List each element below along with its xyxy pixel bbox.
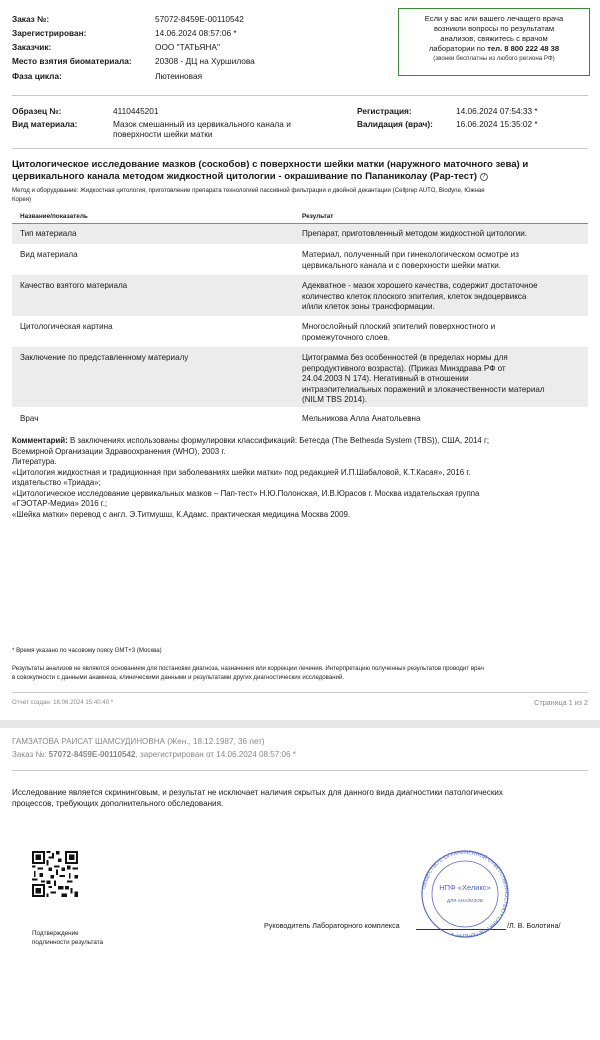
customer-label: Заказчик:: [12, 42, 52, 52]
row-result: Адекватное - мазок хорошего качества, содержит достаточное количество клеток плоского эпителия, клеток эндоцервикса и/или клеток зоны трансформации.: [302, 281, 538, 311]
screening-note: Исследование является скрининговым, и результат не исключает наличия скрытых для данного вида диагностики патологических процессов, требующих дополнительного обследования.: [12, 788, 503, 808]
row-name: Врач: [20, 414, 39, 423]
row-result: Материал, полученный при гинекологическом осмотре из цервикального канала и с поверхности шейки матки.: [302, 250, 519, 270]
sample-label: Образец №:: [12, 106, 62, 116]
row-name: Заключение по представленному материалу: [20, 353, 189, 362]
qr-caption: Подтверждение подлинности результата: [32, 930, 104, 946]
registered-value: 14.06.2024 08:57:06 *: [155, 28, 237, 38]
table-row: [12, 224, 588, 244]
comments-label: Комментарий:: [12, 436, 68, 445]
column-header-name: Название/показатель: [20, 213, 88, 220]
study-title-line-1: Цитологическое исследование мазков (соскобов) с поверхности шейки матки (наружного маточного зева) и: [12, 159, 529, 170]
cycle-phase-value: Лютеиновая: [155, 71, 203, 81]
contact-box: [398, 8, 590, 76]
table-row: [12, 347, 588, 407]
comments-line: «Шейка матки» перевод с англ. Э.Титмушш, К.Адамс. практическая медицина Москва 2009.: [12, 509, 351, 519]
comments-line: Всемирной Организации Здравоохранения (WHO), 2003 г.: [12, 446, 226, 456]
method-description: [12, 186, 592, 204]
order-value: 57072-8459E-00110542: [155, 14, 244, 24]
head-of-lab-label: Руководитель Лабораторного комплекса: [264, 921, 400, 930]
contact-note: (звонки бесплатны из любого региона РФ): [433, 55, 555, 62]
patient-info: ГАМЗАТОВА РАИСАТ ШАМСУДИНОВНА (Жен., 18.12.1987, 36 лет): [12, 737, 265, 746]
head-of-lab-name: /Л. В. Болотина/: [507, 921, 561, 930]
table-row: [12, 316, 588, 347]
comments-line: «Цитология жидкостная и традиционная при заболеваниях шейки матки» под редакцией И.П.Шабаловой, К.Т.Касая», 2016 г.: [12, 467, 471, 477]
order-number: 57072-8459E-00110542: [48, 750, 136, 759]
comments-line: В заключениях использованы формулировки классификаций: Бетесда (The Bethesda System (TBS)), США, 2014 г;: [67, 436, 490, 445]
divider: [12, 692, 588, 693]
stamp-ring-text: ОБЩЕСТВО С ОГРАНИЧЕННОЙ ОТВЕТСТВЕННОСТЬЮ • САНКТ-ПЕТЕРБУРГ •: [421, 850, 510, 938]
comments-block: [12, 436, 592, 520]
row-name: Вид материала: [20, 250, 78, 259]
sample-value: 4110445201: [113, 106, 159, 116]
row-result: Цитограмма без особенностей (в пределах нормы для репродуктивного возраста). (Приказ Минздрава РФ от 24.04.2003 N 174). Негативный в отношении интраэпителиальных поражений и злокачественности материал (NILM TBS 2014).: [302, 353, 545, 404]
order-label: Заказ №:: [12, 14, 50, 24]
method-line-1: Метод и оборудование: Жидкостная цитология, приготовление препарата технологией пассивной фильтрации и двойной декантации (Cellprep AUTO, Biodyne, Южная: [12, 187, 485, 194]
comments-line: «ГЭОТАР-Медиа» 2016 г.;: [12, 499, 108, 508]
registration-value: 14.06.2024 07:54:33 *: [456, 106, 538, 116]
divider: [12, 770, 588, 771]
page-separator: [0, 720, 600, 728]
validation-label: Валидация (врач):: [357, 119, 433, 129]
divider: [12, 95, 588, 96]
lab-stamp: [411, 850, 519, 938]
collection-place-label: Место взятия биоматериала:: [12, 56, 132, 66]
row-name: Цитологическая картина: [20, 322, 113, 331]
table-row: [12, 244, 588, 275]
material-value-1: Мазок смешанный из цервикального канала и: [113, 119, 291, 129]
customer-value: ООО "ТАТЬЯНА": [155, 42, 220, 52]
material-label: Вид материала:: [12, 119, 78, 129]
table-row: [12, 275, 588, 316]
contact-line-4: лаборатории по: [428, 44, 488, 53]
contact-line-1: Если у вас или вашего лечащего врача: [424, 14, 564, 23]
table-row: [12, 407, 588, 431]
stamp-title: НПФ «Хеликс»: [439, 883, 491, 892]
help-icon[interactable]: ?: [480, 173, 488, 181]
contact-line-2: возникли вопросы по результатам: [433, 24, 555, 33]
page-number: Страница 1 из 2: [534, 698, 588, 707]
qr-code[interactable]: [32, 851, 78, 897]
registration-label: Регистрация:: [357, 106, 412, 116]
report-created: Отчет создан: 16.06.2024 15:40:40 *: [12, 699, 114, 706]
divider: [12, 148, 588, 149]
study-title-line-2: цервикального канала методом жидкостной цитологии - окрашивание по Папаниколау (Pap-тест): [12, 171, 477, 182]
order-info: Заказ №: 57072-8459E-00110542, зарегистрирован от 14.06.2024 08:57:06 *: [12, 750, 296, 759]
study-title: [12, 159, 592, 183]
stamp-subtitle: ДЛЯ АНАЛИЗОВ: [447, 898, 483, 903]
method-line-2: Корея): [12, 196, 32, 203]
row-name: Качество взятого материала: [20, 281, 128, 290]
row-result: Препарат, приготовленный методом жидкостной цитологии.: [302, 229, 528, 238]
timezone-note: * Время указано по часовому поясу GMT+3 (Москва): [12, 647, 162, 654]
material-value-2: поверхности шейки матки: [113, 129, 213, 139]
column-header-result: Результат: [302, 213, 334, 220]
cycle-phase-label: Фаза цикла:: [12, 71, 62, 81]
comments-line: Литература.: [12, 457, 57, 466]
registered-label: Зарегистрирован:: [12, 28, 87, 38]
row-result: Мельникова Алла Анатольевна: [302, 414, 421, 423]
row-result: Многослойный плоский эпителий поверхностного и промежуточного слоев.: [302, 322, 496, 342]
collection-place-value: 20308 - ДЦ на Хуршилова: [155, 56, 255, 66]
contact-phone[interactable]: тел. 8 800 222 48 38: [487, 44, 560, 53]
validation-value: 16.06.2024 15:35:02 *: [456, 119, 538, 129]
row-name: Тип материала: [20, 229, 77, 238]
contact-line-3: анализов, свяжитесь с врачом: [440, 34, 548, 43]
comments-line: издательство «Триада»;: [12, 478, 101, 487]
comments-line: «Цитологическое исследование цервикальных мазков – Пап-тест» Н.Ю.Полонская, И.В.Юрасов г. Москва издательская группа: [12, 488, 480, 498]
disclaimer: Результаты анализов не являются основанием для постановки диагноза, назначения или коррекции лечения. Интерпретацию полученных результатов проводит врач в совокупности с данными анамнеза, клиническими данными и результатами других диагностических исследований.: [12, 665, 484, 681]
